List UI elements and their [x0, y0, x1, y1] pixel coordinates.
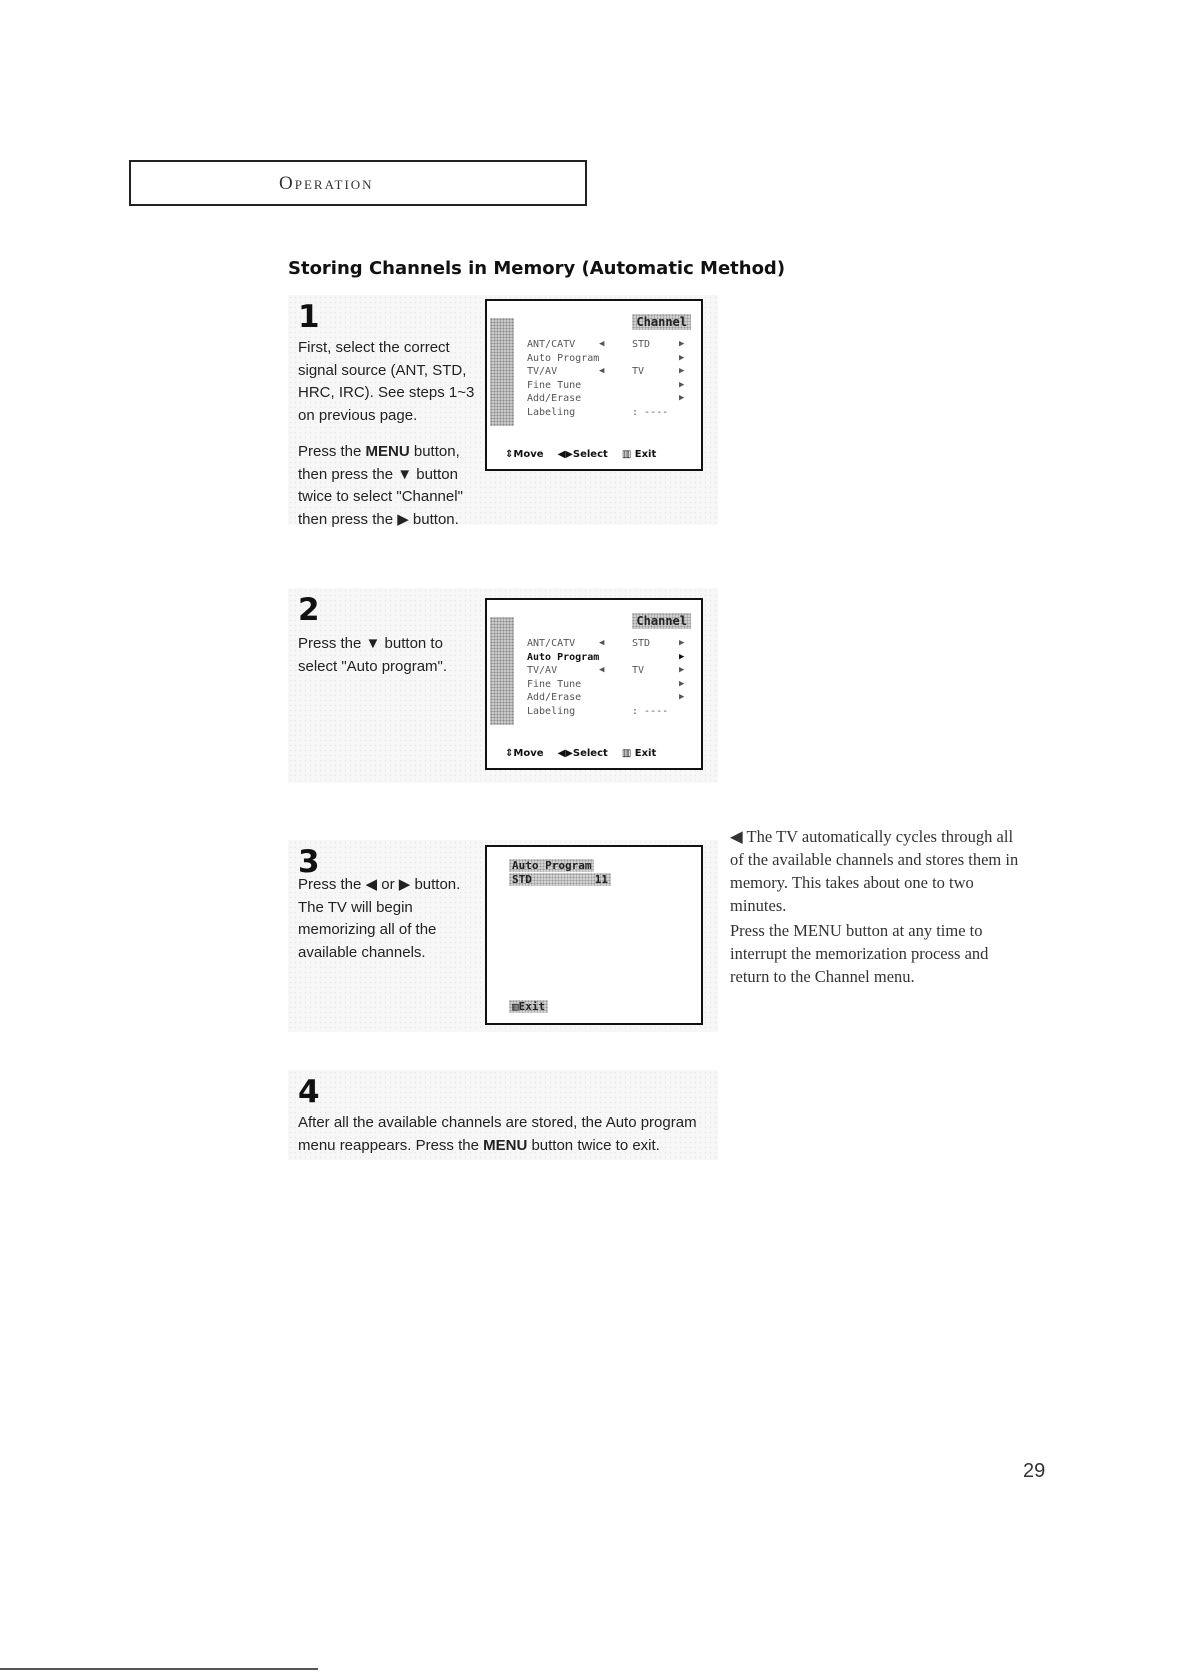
step-1-paragraph-2: Press the MENU button, then press the ▼ button twice to select "Channel" then press the ▶ button.: [298, 443, 463, 528]
menu-row: ANT/CATV ◀ STD ▶: [527, 339, 685, 350]
side-note: [730, 825, 1030, 990]
menu-title: Channel: [632, 314, 691, 330]
step-2-text: Press the ▼ button to select "Auto program".: [298, 635, 448, 675]
left-arrow-icon: ◀: [730, 827, 743, 846]
section-header-box: [129, 160, 587, 206]
menu-row: Add/Erase ▶: [527, 393, 685, 404]
move-hint: ⇕Move: [505, 449, 544, 460]
menu-row: Labeling : ----: [527, 406, 669, 418]
step-1: [288, 295, 718, 528]
menu-title: Channel: [632, 613, 691, 629]
menu-rows: [527, 339, 692, 420]
exit-hint: ▥ Exit: [621, 748, 657, 759]
tv-screen-channel-menu: [485, 299, 703, 471]
menu-button-icon: ▥: [621, 449, 632, 460]
menu-row: TV/AV ◀ TV ▶: [527, 366, 685, 377]
step-1-text: [298, 337, 478, 545]
tv-screen-auto-program-selected: [485, 598, 703, 770]
section-title: Operation: [279, 173, 374, 194]
side-note-paragraph-2: Press the MENU button at any time to interrupt the memorization process and return to the Channel menu.: [730, 921, 989, 986]
menu-sidebar-icons: [490, 318, 514, 426]
menu-rows: [527, 638, 692, 719]
move-hint: ⇕Move: [505, 748, 544, 759]
step-1-paragraph-1: First, select the correct signal source (ANT, STD, HRC, IRC). See steps 1~3 on previous page.: [298, 339, 475, 424]
step-number: 1: [298, 299, 320, 335]
select-hint: ◀▶Select: [557, 449, 608, 460]
step-3-text: Press the ◀ or ▶ button. The TV will begin memorizing all of the available channels.: [298, 876, 461, 961]
page-heading: Storing Channels in Memory (Automatic Method): [288, 258, 786, 279]
menu-row: Labeling : ----: [527, 705, 669, 717]
menu-row: Fine Tune ▶: [527, 379, 685, 391]
tv-screen-auto-program-running: [485, 845, 703, 1025]
menu-row: ANT/CATV ◀ STD ▶: [527, 638, 685, 649]
step-number: 4: [298, 1074, 320, 1110]
step-2: [288, 588, 718, 783]
step-4: [288, 1070, 718, 1160]
auto-program-status: [509, 859, 611, 886]
menu-footer: [505, 748, 695, 759]
menu-button-icon: ▥: [512, 1000, 519, 1013]
menu-button-label: MENU: [483, 1136, 528, 1154]
auto-program-progress: [509, 873, 611, 886]
auto-program-title: Auto Program: [509, 859, 594, 872]
menu-row: TV/AV ◀ TV ▶: [527, 665, 685, 676]
page-number: 29: [1023, 1460, 1046, 1482]
select-hint: ◀▶Select: [557, 748, 608, 759]
auto-program-exit: ▥Exit: [509, 1000, 548, 1013]
step-4-text: After all the available channels are stored, the Auto program menu reappears. Press the MENU button twice to exit.: [298, 1114, 697, 1154]
exit-hint: ▥ Exit: [621, 449, 657, 460]
menu-sidebar-icons: [490, 617, 514, 725]
menu-footer: [505, 449, 695, 460]
menu-button-icon: ▥: [621, 748, 632, 759]
signal-source: STD: [512, 873, 532, 886]
step-number: 2: [298, 592, 320, 628]
step-3: [288, 840, 718, 1032]
step-number: 3: [298, 844, 320, 880]
side-note-paragraph-1: ◀ The TV automatically cycles through all of the available channels and stores them in memory. This takes about one to two minutes.: [730, 827, 1019, 915]
current-channel: 11: [594, 873, 608, 886]
bottom-rule: [0, 1668, 318, 1670]
menu-row: Fine Tune ▶: [527, 678, 685, 690]
menu-row: Auto Program ▶: [527, 352, 685, 364]
menu-row: Add/Erase ▶: [527, 692, 685, 703]
menu-row-selected: Auto Program ▶: [527, 651, 685, 663]
menu-button-label: MENU: [365, 443, 410, 460]
